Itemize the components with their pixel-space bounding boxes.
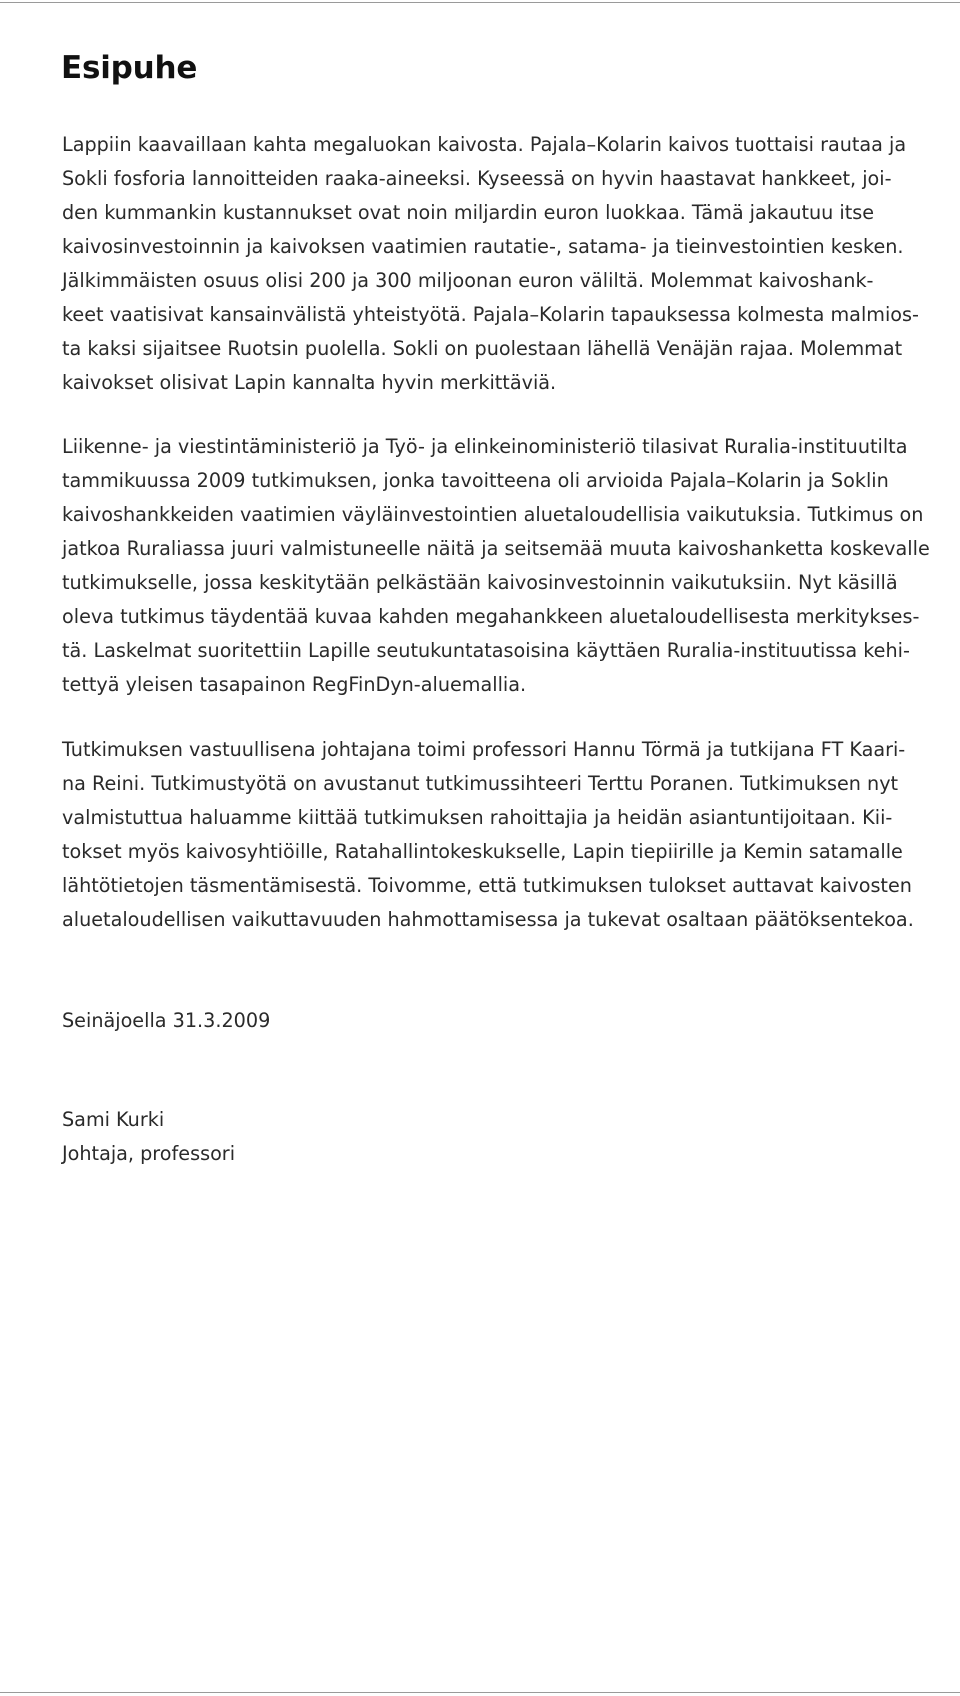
text-line: ta kaksi sijaitsee Ruotsin puolella. Sokli on puolestaan lähellä Venäjän rajaa. Molemmat xyxy=(62,337,903,360)
text-line: na Reini. Tutkimustyötä on avustanut tutkimussihteeri Terttu Poranen. Tutkimuksen nyt xyxy=(62,772,899,795)
text-line: valmistuttua haluamme kiittää tutkimuksen rahoittajia ja heidän asiantuntijoitaan. Kii- xyxy=(62,806,893,829)
place-and-date: Seinäjoella 31.3.2009 xyxy=(62,1009,271,1032)
text-line: lähtötietojen täsmentämisestä. Toivomme, että tutkimuksen tulokset auttavat kaivosten xyxy=(62,874,912,897)
text-line: aluetaloudellisen vaikuttavuuden hahmottamisessa ja tukevat osaltaan päätöksentekoa. xyxy=(62,908,914,931)
text-line: jatkoa Ruraliassa juuri valmistuneelle näitä ja seitsemää muuta kaivoshanketta koskevalle xyxy=(62,537,930,560)
text-line: den kummankin kustannukset ovat noin miljardin euron luokkaa. Tämä jakautuu itse xyxy=(62,201,875,224)
text-line: oleva tutkimus täydentää kuvaa kahden megahankkeen aluetaloudellisesta merkitykses- xyxy=(62,605,920,628)
paragraph-commission xyxy=(62,430,930,702)
top-border-line xyxy=(0,2,960,3)
text-line: Jälkimmäisten osuus olisi 200 ja 300 miljoonan euron väliltä. Molemmat kaivoshank- xyxy=(62,269,874,292)
text-line: tettyä yleisen tasapainon RegFinDyn-aluemallia. xyxy=(62,673,527,696)
text-line: keet vaatisivat kansainvälistä yhteistyötä. Pajala–Kolarin tapauksessa kolmesta malmios- xyxy=(62,303,919,326)
text-line: Tutkimuksen vastuullisena johtajana toimi professori Hannu Törmä ja tutkijana FT Kaari- xyxy=(62,738,906,761)
text-line: tutkimukselle, jossa keskitytään pelkästään kaivosinvestoinnin vaikutuksiin. Nyt käsillä xyxy=(62,571,898,594)
bottom-border-line xyxy=(0,1692,960,1693)
text-line: tammikuussa 2009 tutkimuksen, jonka tavoitteena oli arvioida Pajala–Kolarin ja Soklin xyxy=(62,469,889,492)
text-line: Sokli fosforia lannoitteiden raaka-aineeksi. Kyseessä on hyvin haastavat hankkeet, joi- xyxy=(62,167,892,190)
text-line: kaivokset olisivat Lapin kannalta hyvin merkittäviä. xyxy=(62,371,557,394)
text-line: tä. Laskelmat suoritettiin Lapille seutukuntatasoisina käyttäen Ruralia-instituutissa kehi- xyxy=(62,639,910,662)
signature-title: Johtaja, professori xyxy=(62,1142,236,1165)
text-line: kaivoshankkeiden vaatimien väyläinvestointien aluetaloudellisia vaikutuksia. Tutkimus on xyxy=(62,503,924,526)
page-title: Esipuhe xyxy=(61,50,198,86)
signature-name: Sami Kurki xyxy=(62,1108,165,1131)
text-line: kaivosinvestoinnin ja kaivoksen vaatimien rautatie-, satama- ja tieinvestointien kesken. xyxy=(62,235,904,258)
paragraph-intro xyxy=(62,128,919,400)
text-line: Lappiin kaavaillaan kahta megaluokan kaivosta. Pajala–Kolarin kaivos tuottaisi rautaa ja xyxy=(62,133,907,156)
text-line: Liikenne- ja viestintäministeriö ja Työ- ja elinkeinoministeriö tilasivat Ruralia-instituutilta xyxy=(62,435,908,458)
paragraph-acknowledgements xyxy=(62,733,914,937)
text-line: tokset myös kaivosyhtiöille, Ratahallintokeskukselle, Lapin tiepiirille ja Kemin satamalle xyxy=(62,840,903,863)
